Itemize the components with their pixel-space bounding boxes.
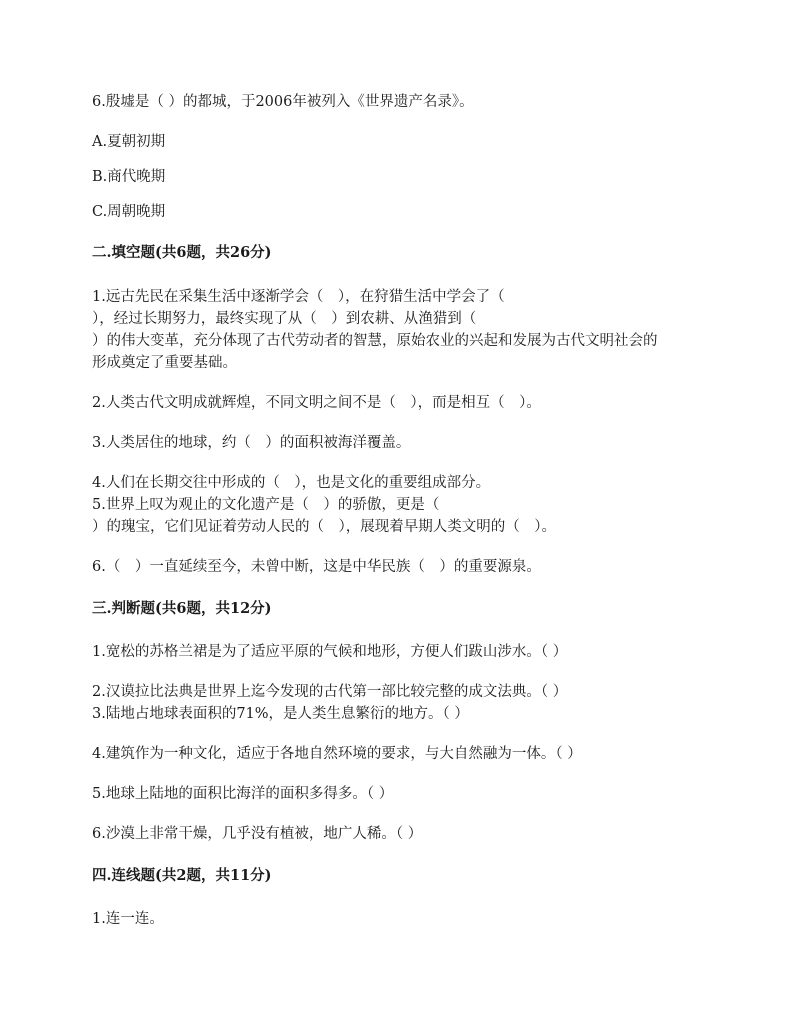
fill-1-line-2: ），经过长期努力，最终实现了从（ ）到农耕、从渔猎到（	[92, 311, 477, 327]
fill-2: 2.人类古代文明成就辉煌，不同文明之间不是（ ），而是相互（ ）。	[92, 395, 541, 411]
fill-6: 6.（ ）一直延续至今，未曾中断，这是中华民族（ ）的重要源泉。	[92, 559, 541, 575]
section-2-heading: 二.填空题(共6题，共26分)	[92, 244, 272, 261]
judge-6: 6.沙漠上非常干燥，几乎没有植被，地广人稀。（ ）	[92, 826, 423, 842]
question-6-option-a: A.夏朝初期	[92, 134, 166, 150]
question-6-stem: 6.殷墟是（ ）的都城，于2006年被列入《世界遗产名录》。	[92, 94, 474, 110]
fill-1-line-1: 1.远古先民在采集生活中逐渐学会（ ），在狩猎生活中学会了（	[92, 289, 505, 305]
judge-4: 4.建筑作为一种文化，适应于各地自然环境的要求，与大自然融为一体。（ ）	[92, 746, 582, 762]
question-6-option-c: C.周朝晚期	[92, 204, 166, 220]
fill-5-line-1: 5.世界上叹为观止的文化遗产是（ ）的骄傲，更是（	[92, 497, 440, 513]
section-3-heading: 三.判断题(共6题，共12分)	[92, 600, 272, 617]
judge-2: 2.汉谟拉比法典是世界上迄今发现的古代第一部比较完整的成文法典。（ ）	[92, 684, 568, 700]
section-4-heading: 四.连线题(共2题，共11分)	[92, 867, 272, 884]
judge-3: 3.陆地占地球表面积的71%，是人类生息繁衍的地方。（ ）	[92, 706, 469, 722]
fill-1-line-3: ）的伟大变革，充分体现了古代劳动者的智慧，原始农业的兴起和发展为古代文明社会的	[92, 333, 658, 349]
judge-5: 5.地球上陆地的面积比海洋的面积多得多。（ ）	[92, 786, 394, 802]
question-6-option-b: B.商代晚期	[92, 169, 166, 185]
fill-3: 3.人类居住的地球，约（ ）的面积被海洋覆盖。	[92, 435, 411, 451]
fill-1-line-4: 形成奠定了重要基础。	[92, 355, 237, 371]
fill-5-line-2: ）的瑰宝，它们见证着劳动人民的（ ），展现着早期人类文明的（ ）。	[92, 519, 556, 535]
connect-1: 1.连一连。	[92, 911, 164, 927]
fill-4: 4.人们在长期交往中形成的（ ），也是文化的重要组成部分。	[92, 475, 491, 491]
judge-1: 1.宽松的苏格兰裙是为了适应平原的气候和地形，方便人们跋山涉水。（ ）	[92, 644, 568, 660]
